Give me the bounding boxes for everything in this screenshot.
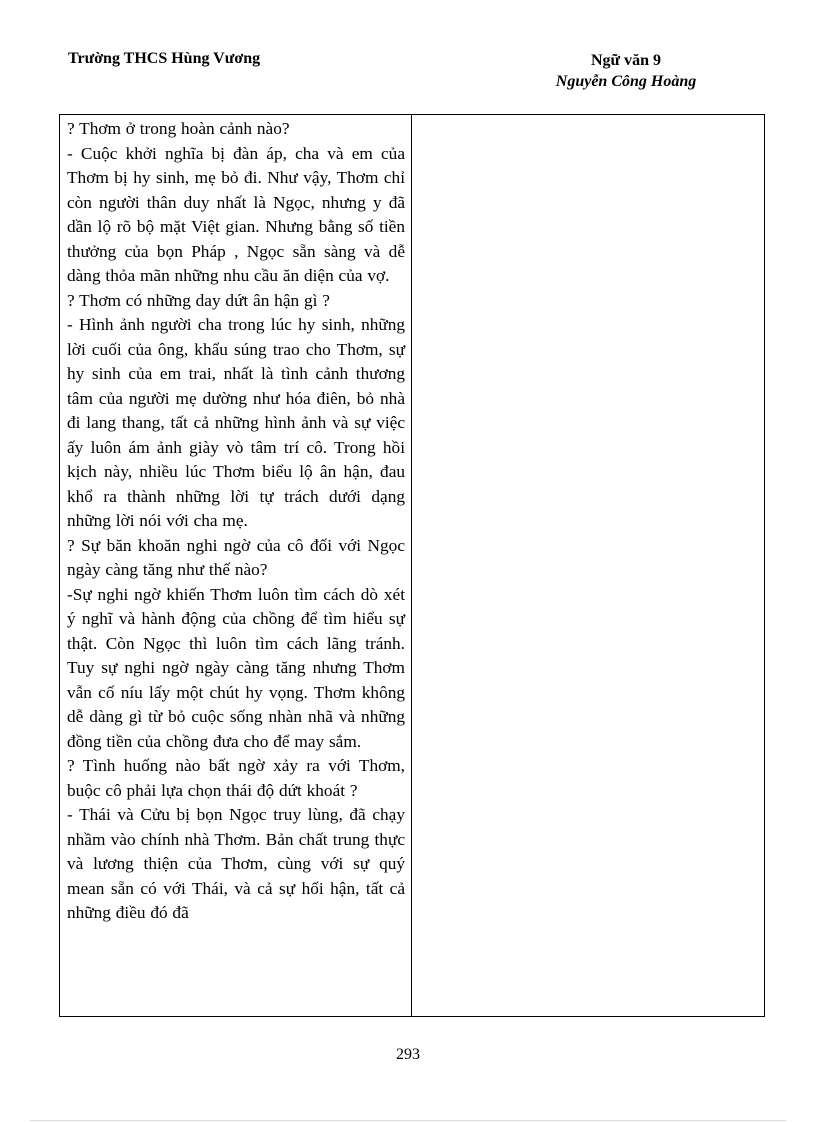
lesson-table (59, 114, 765, 1017)
school-name: Trường THCS Hùng Vương (68, 50, 261, 67)
question-paragraph: ? Tình huống nào bất ngờ xảy ra với Thơm, buộc cô phải lựa chọn thái độ dứt khoát ? (67, 756, 405, 800)
empty-notes-column (412, 115, 764, 1016)
author-name: Nguyễn Công Hoàng (555, 73, 697, 90)
question-paragraph: ? Thơm ở trong hoàn cảnh nào? (67, 119, 290, 138)
question-paragraph: ? Sự băn khoăn nghi ngờ của cô đối với Ngọc ngày càng tăng như thế nào? (67, 535, 405, 579)
subject-title: Ngữ văn 9 (590, 52, 662, 69)
answer-paragraph: - Cuộc khởi nghĩa bị đàn áp, cha và em của Thơm bị hy sinh, mẹ bỏ đi. Như vậy, Thơm chỉ còn người thân duy nhất là Ngọc, nhưng y đã dần lộ rõ bộ mặt Việt gian. Nhưng bằng số tiền thưởng của bọn Pháp , Ngọc sẵn sàng và dễ dàng thỏa mãn những nhu cầu ăn diện của vợ. (67, 143, 405, 285)
answer-paragraph: -Sự nghi ngờ khiến Thơm luôn tìm cách dò xét ý nghĩ và hành động của chồng để tìm hiểu sự thật. Còn Ngọc thì luôn tìm cách lãng tránh. Tuy sự nghi ngờ ngày càng tăng nhưng Thơm vẫn cố níu lấy một chút hy vọng. Thơm không dễ dàng gì từ bỏ cuộc sống nhàn nhã và những đồng tiền của chồng đưa cho để may sắm. (67, 584, 405, 751)
answer-paragraph: - Hình ảnh người cha trong lúc hy sinh, những lời cuối của ông, khẩu súng trao cho Thơm, sự hy sinh của em trai, nhất là tình cảnh thương tâm của người mẹ dường như hóa điên, bỏ nhà đi lang thang, tất cả những hình ảnh và sự việc ấy luôn ám ảnh giày vò tâm trí cô. Trong hồi kịch này, nhiều lúc Thơm biểu lộ ân hận, đau khổ ra thành những lời tự trách dưới dạng những lời nói với cha mẹ. (67, 315, 405, 530)
header-right (540, 50, 712, 92)
page-number: 293 (396, 1046, 420, 1063)
lesson-content-column (60, 115, 412, 1016)
page-bottom-divider (30, 1120, 786, 1121)
answer-paragraph: - Thái và Cửu bị bọn Ngọc truy lùng, đã chạy nhầm vào chính nhà Thơm. Bản chất trung thực và lương thiện của Thơm, cùng với sự quý mean sẵn có với Thái, và cả sự hối hận, tất cả những điều đó đã (67, 805, 405, 922)
question-paragraph: ? Thơm có những day dứt ân hận gì ? (67, 290, 330, 310)
